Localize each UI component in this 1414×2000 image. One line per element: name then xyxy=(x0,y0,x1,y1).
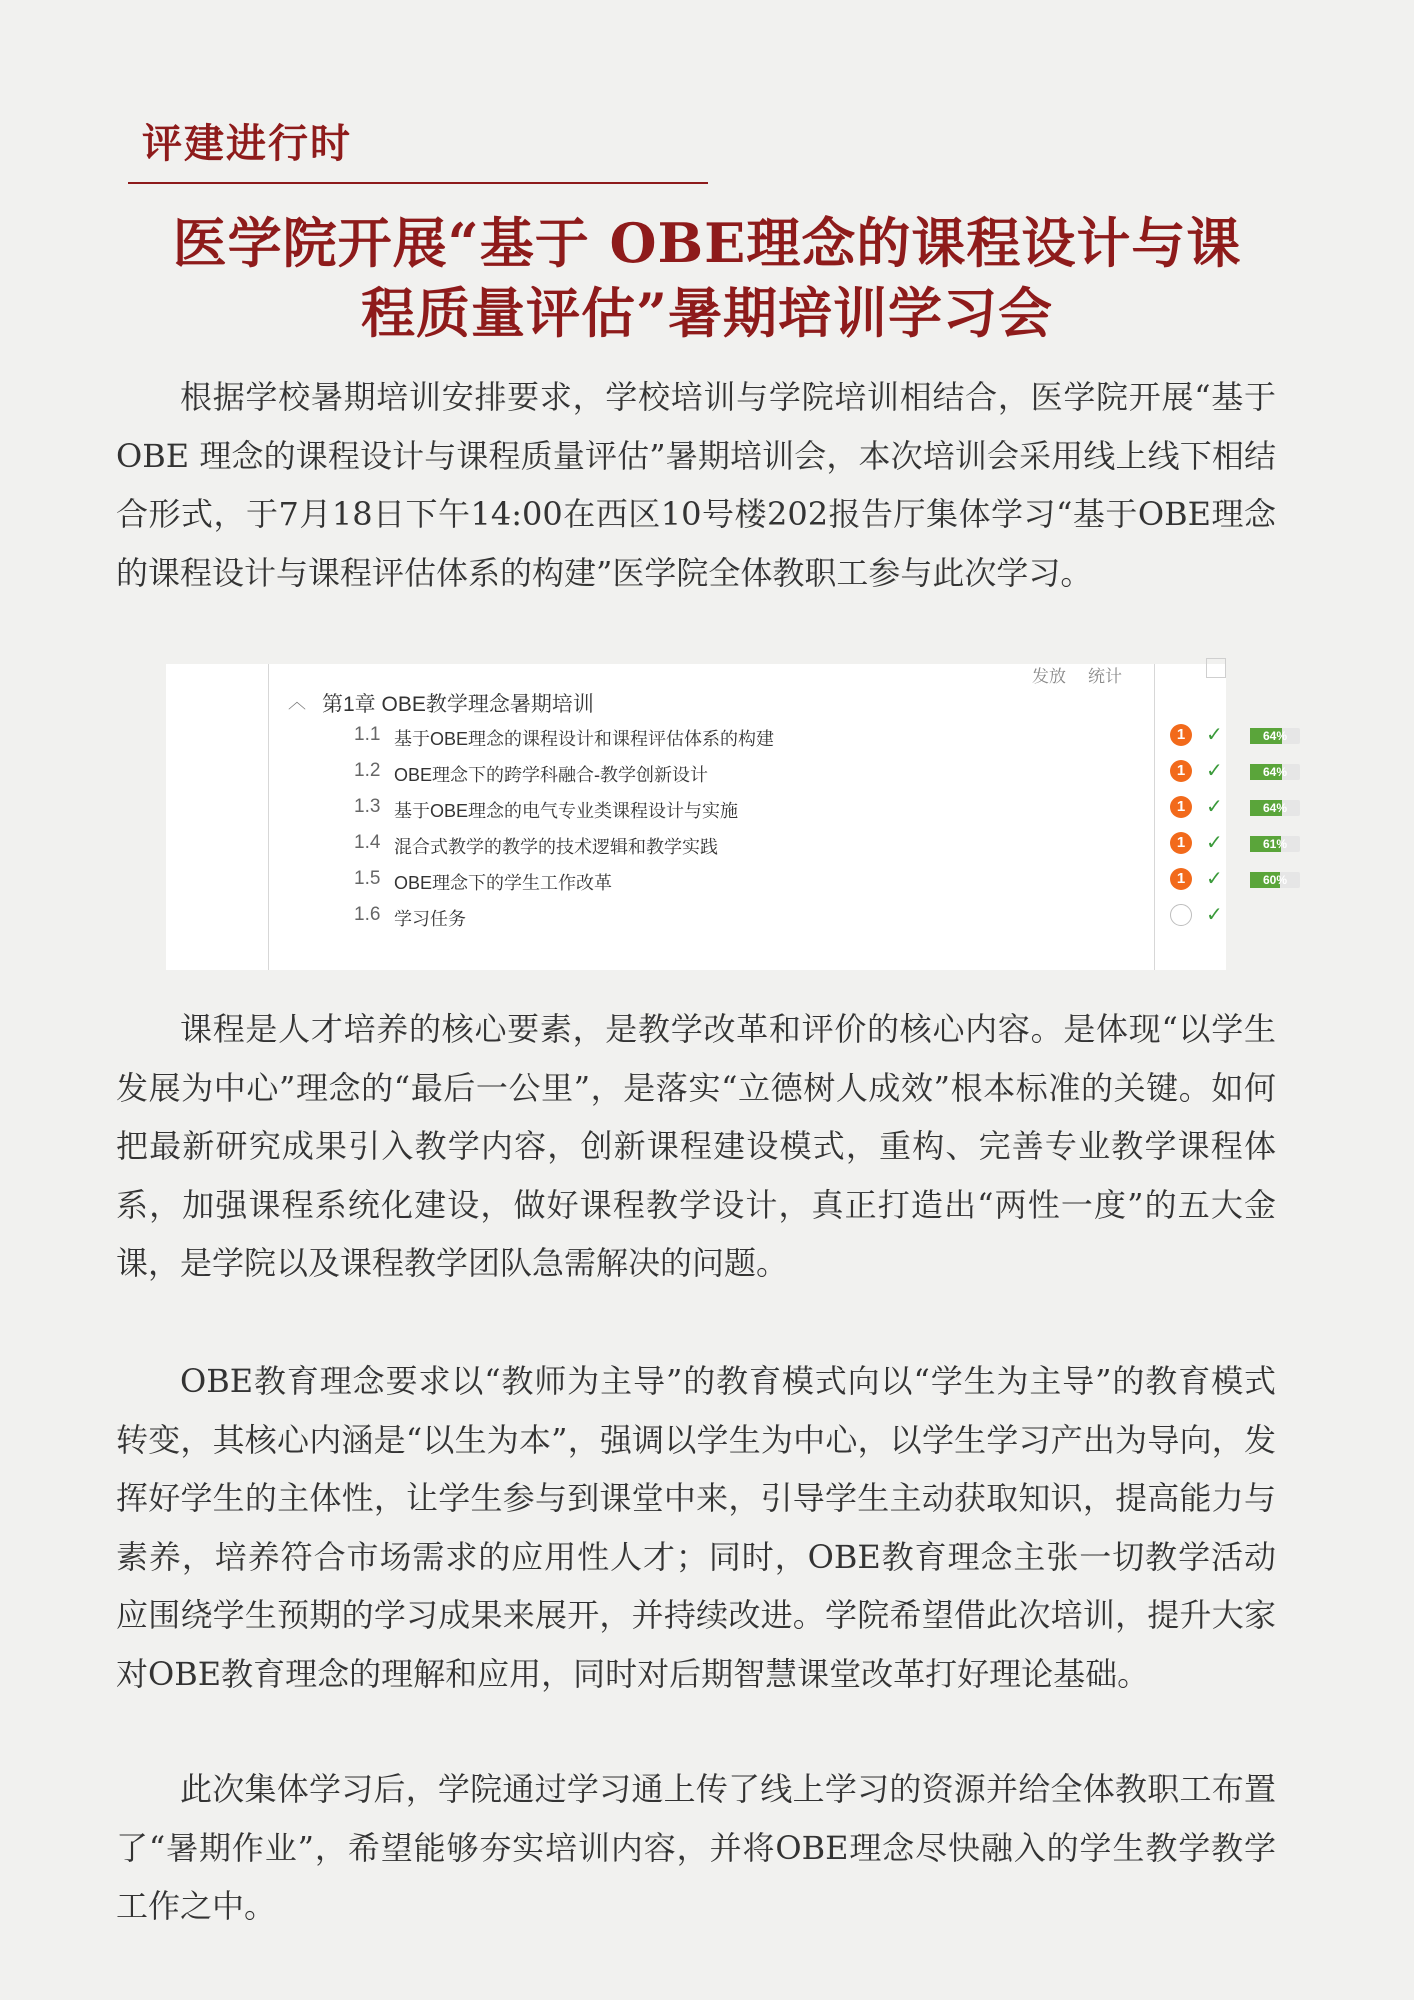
notification-badge: 1 xyxy=(1170,868,1192,890)
check-icon: ✓ xyxy=(1206,904,1223,926)
lesson-title[interactable]: 基于OBE理念的电气专业类课程设计与实施 xyxy=(394,801,739,821)
lesson-row[interactable] xyxy=(354,792,1288,822)
progress-bar xyxy=(1250,872,1300,888)
progress-bar xyxy=(1250,836,1300,852)
check-icon: ✓ xyxy=(1206,760,1223,782)
lesson-row[interactable] xyxy=(354,720,1288,750)
chapter-title xyxy=(288,688,594,718)
check-icon: ✓ xyxy=(1206,832,1223,854)
divider-line xyxy=(268,664,269,970)
lesson-number: 1.6 xyxy=(354,904,381,925)
progress-bar xyxy=(1250,800,1300,816)
notification-badge: 1 xyxy=(1170,724,1192,746)
notification-badge: 1 xyxy=(1170,832,1192,854)
lesson-title[interactable]: 混合式教学的教学的技术逻辑和教学实践 xyxy=(394,837,718,857)
checkbox xyxy=(1206,658,1226,678)
progress-bar xyxy=(1250,728,1300,744)
chapter-title-text: 第1章 OBE教学理念暑期培训 xyxy=(322,693,594,716)
paragraph-1: 根据学校暑期培训安排要求，学校培训与学院培训相结合，医学院开展“基于 OBE 理念的课程设计与课程质量评估”暑期培训会，本次培训会采用线上线下相结合形式，于7月18日下午14:00在西区10号楼202报告厅集体学习“基于OBE理念的课程设计与课程评估体系的构建”医学院全体教职工参与此次学习。 xyxy=(116,378,1276,592)
section-label: 评建进行时 xyxy=(142,121,352,167)
lesson-number: 1.4 xyxy=(354,832,381,853)
notification-badge: 1 xyxy=(1170,796,1192,818)
column-header-stats: 统计 xyxy=(1088,667,1122,686)
lesson-number: 1.2 xyxy=(354,760,381,781)
lesson-row[interactable] xyxy=(354,828,1288,858)
lesson-title[interactable]: 基于OBE理念的课程设计和课程评估体系的构建 xyxy=(394,729,775,749)
title-line-1: 医学院开展“基于 OBE理念的课程设计与课 xyxy=(172,211,1242,275)
title-line-2: 程质量评估”暑期培训学习会 xyxy=(360,281,1054,345)
check-icon: ✓ xyxy=(1206,724,1223,746)
lesson-title[interactable]: OBE理念下的跨学科融合-教学创新设计 xyxy=(394,765,709,785)
check-icon: ✓ xyxy=(1206,868,1223,890)
lesson-number: 1.1 xyxy=(354,724,381,745)
lesson-number: 1.3 xyxy=(354,796,381,817)
progress-label: 60% xyxy=(1262,873,1288,887)
lesson-number: 1.5 xyxy=(354,868,381,889)
article-title xyxy=(110,208,1304,348)
section-divider xyxy=(128,182,708,184)
course-screenshot xyxy=(166,664,1288,970)
lesson-title[interactable]: OBE理念下的学生工作改革 xyxy=(394,873,613,893)
empty-circle-icon xyxy=(1170,904,1192,926)
lesson-row[interactable] xyxy=(354,864,1288,894)
progress-label: 64% xyxy=(1262,729,1288,743)
progress-label: 64% xyxy=(1262,765,1288,779)
notification-badge: 1 xyxy=(1170,760,1192,782)
paragraph-3: OBE教育理念要求以“教师为主导”的教育模式向以“学生为主导”的教育模式转变，其核心内涵是“以生为本”，强调以学生为中心，以学生学习产出为导向，发挥好学生的主体性，让学生参与到课堂中来，引导学生主动获取知识，提高能力与素养，培养符合市场需求的应用性人才；同时，OBE教育理念主张一切教学活动应围绕学生预期的学习成果来展开，并持续改进。学院希望借此次培训，提升大家对OBE教育理念的理解和应用，同时对后期智慧课堂改革打好理论基础。 xyxy=(116,1362,1276,1693)
progress-label: 64% xyxy=(1262,801,1288,815)
lesson-title[interactable]: 学习任务 xyxy=(394,909,466,929)
lesson-row[interactable] xyxy=(354,756,1288,786)
column-header-release: 发放 xyxy=(1032,667,1066,686)
paragraph-2: 课程是人才培养的核心要素，是教学改革和评价的核心内容。是体现“以学生发展为中心”理念的“最后一公里”，是落实“立德树人成效”根本标准的关键。如何把最新研究成果引入教学内容，创新课程建设模式，重构、完善专业教学课程体系，加强课程系统化建设，做好课程教学设计，真正打造出“两性一度”的五大金课，是学院以及课程教学团队急需解决的问题。 xyxy=(116,1010,1276,1282)
lesson-row[interactable] xyxy=(354,900,1223,930)
check-icon: ✓ xyxy=(1206,796,1223,818)
paragraph-4: 此次集体学习后，学院通过学习通上传了线上学习的资源并给全体教职工布置了“暑期作业”，希望能够夯实培训内容，并将OBE理念尽快融入的学生教学教学工作之中。 xyxy=(116,1770,1276,1925)
chevron-up-icon: ︿ xyxy=(288,692,306,712)
progress-bar xyxy=(1250,764,1300,780)
progress-label: 61% xyxy=(1262,837,1288,851)
